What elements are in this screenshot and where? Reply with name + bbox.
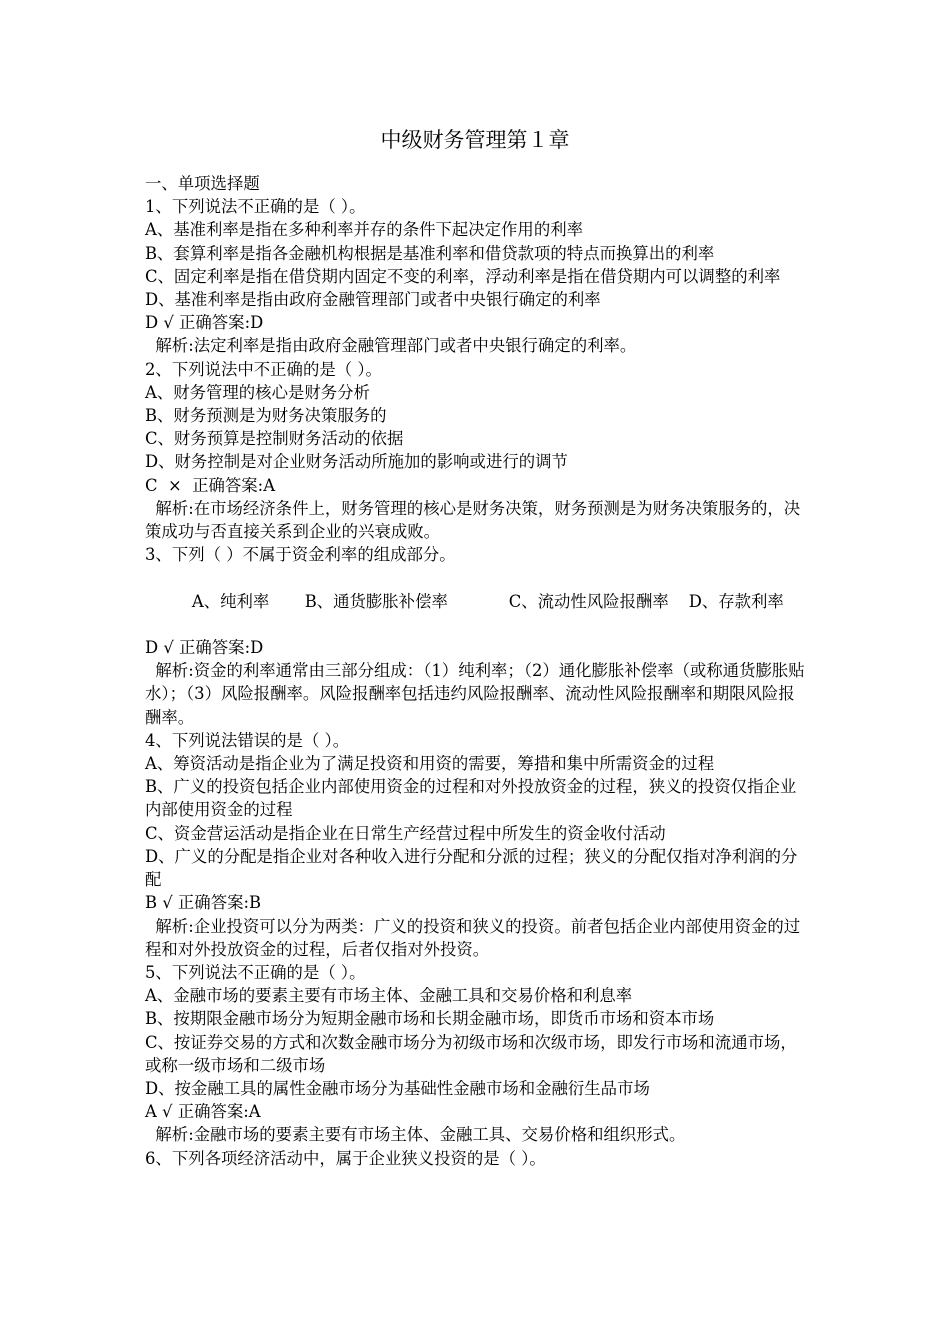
document-body	[145, 172, 810, 1170]
option-b: B、通货膨胀补偿率	[304, 591, 448, 611]
answer-line: A √ 正确答案:A	[145, 1102, 261, 1122]
question-5	[145, 961, 810, 1147]
option-c: C、资金营运活动是指企业在日常生产经营过程中所发生的资金收付活动	[145, 823, 666, 843]
option-a: A、筹资活动是指企业为了满足投资和用资的需要，筹措和集中所需资金的过程	[145, 754, 715, 774]
question-1	[145, 195, 810, 357]
analysis-text: 解析:金融市场的要素主要有市场主体、金融工具、交易价格和组织形式。	[145, 1125, 686, 1145]
option-d: D、存款利率	[688, 591, 784, 611]
option-c: C、财务预算是控制财务活动的依据	[145, 429, 404, 449]
question-6	[145, 1147, 810, 1170]
analysis-text: 解析:资金的利率通常由三部分组成：（1）纯利率；（2）通化膨胀补偿率（或称通货膨胀贴水）；（3）风险报酬率。风险报酬率包括违约风险报酬率、流动性风险报酬率和期限风险报酬率。	[145, 661, 805, 727]
option-b: B、财务预测是为财务决策服务的	[145, 406, 387, 426]
question-3	[145, 543, 810, 729]
option-a: A、纯利率	[186, 591, 270, 611]
option-c: C、流动性风险报酬率	[508, 591, 669, 611]
question-stem: 3、下列（ ）不属于资金利率的组成部分。	[145, 545, 456, 565]
question-2	[145, 358, 810, 544]
answer-line: D √ 正确答案:D	[145, 638, 264, 658]
inline-options	[145, 566, 810, 636]
option-c: C、固定利率是指在借贷期内固定不变的利率，浮动利率是指在借贷期内可以调整的利率	[145, 266, 781, 286]
question-stem: 2、下列说法中不正确的是（ ）。	[145, 359, 382, 379]
option-b: B、按期限金融市场分为短期金融市场和长期金融市场，即货币市场和资本市场	[145, 1009, 715, 1029]
option-b: B、广义的投资包括企业内部使用资金的过程和对外投放资金的过程，狭义的投资仅指企业内部使用资金的过程	[145, 777, 797, 820]
question-stem: 5、下列说法不正确的是（ ）。	[145, 962, 366, 982]
answer-line: C × 正确答案:A	[145, 475, 276, 495]
document-title: 中级财务管理第１章	[380, 128, 570, 152]
section-heading: 一、单项选择题	[145, 174, 260, 193]
analysis-text: 解析:法定利率是指由政府金融管理部门或者中央银行确定的利率。	[145, 336, 637, 356]
option-a: A、基准利率是指在多种利率并存的条件下起决定作用的利率	[145, 220, 583, 240]
option-d: D、财务控制是对企业财务活动所施加的影响或进行的调节	[145, 452, 568, 472]
analysis-text: 解析:企业投资可以分为两类：广义的投资和狭义的投资。前者包括企业内部使用资金的过程和对外投放资金的过程，后者仅指对外投资。	[145, 916, 801, 959]
question-4	[145, 729, 810, 961]
question-stem: 6、下列各项经济活动中，属于企业狭义投资的是（ ）。	[145, 1148, 546, 1168]
answer-line: D √ 正确答案:D	[145, 313, 264, 333]
option-b: B、套算利率是指各金融机构根据是基准利率和借贷款项的特点而换算出的利率	[145, 243, 715, 263]
answer-line: B √ 正确答案:B	[145, 893, 262, 913]
option-a: A、财务管理的核心是财务分析	[145, 382, 370, 402]
analysis-text: 解析:在市场经济条件上，财务管理的核心是财务决策，财务预测是为财务决策服务的，决策成功与否直接关系到企业的兴衰成败。	[145, 498, 801, 542]
option-d: D、按金融工具的属性金融市场分为基础性金融市场和金融衍生品市场	[145, 1078, 650, 1098]
option-d: D、基准利率是指由政府金融管理部门或者中央银行确定的利率	[145, 290, 601, 310]
question-stem: 1、下列说法不正确的是（ ）。	[145, 197, 366, 217]
option-a: A、金融市场的要素主要有市场主体、金融工具和交易价格和利息率	[145, 986, 633, 1006]
question-stem: 4、下列说法错误的是（ ）。	[145, 730, 350, 750]
option-d: D、广义的分配是指企业对各种收入进行分配和分派的过程；狭义的分配仅指对净利润的分配	[145, 846, 798, 890]
option-c: C、按证券交易的方式和次数金融市场分为初级市场和次级市场，即发行市场和流通市场，或称一级市场和二级市场	[145, 1032, 797, 1075]
